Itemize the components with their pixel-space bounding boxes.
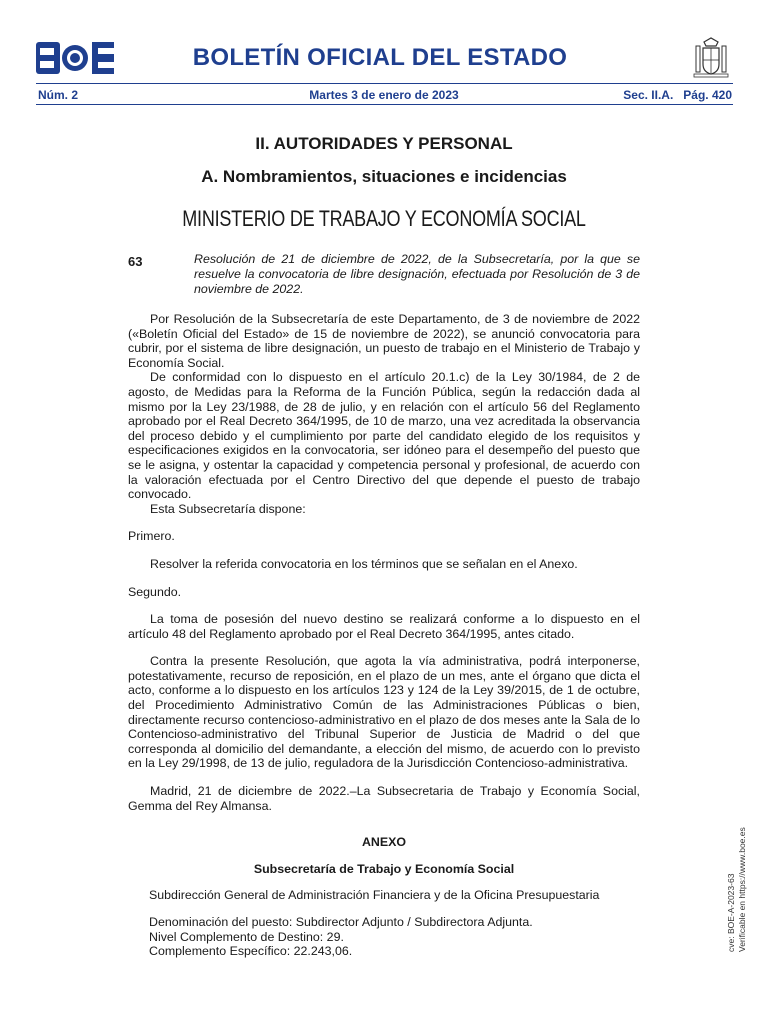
article-primero: Primero. [128, 529, 175, 544]
paragraph-4: Resolver la referida convocatoria en los términos que se señalan en el Anexo. [150, 556, 578, 571]
header-rule-bottom [36, 104, 733, 105]
side-verification [726, 742, 748, 952]
annex-post: Denominación del puesto: Subdirector Adjunto / Subdirectora Adjunta. [149, 915, 533, 929]
disposition-summary: Resolución de 21 de diciembre de 2022, de la Subsecretaría, por la que se resuelve la convocatoria de libre designación, efectuada por Resolución de 3 de noviembre de 2022. [194, 252, 640, 296]
section-heading: II. AUTORIDADES Y PERSONAL [255, 134, 513, 153]
issue-number: Núm. 2 [38, 88, 79, 102]
signature-paragraph: Madrid, 21 de diciembre de 2022.–La Subsecretaria de Trabajo y Economía Social, Gemma del Rey Almansa. [128, 784, 640, 813]
section-page: Sec. II.A. Pág. 420 [623, 88, 732, 102]
gazette-title: BOLETÍN OFICIAL DEL ESTADO [192, 44, 568, 71]
paragraph-6: Contra la presente Resolución, que agota la vía administrativa, podrá interponerse, potestativamente, recurso de reposición, en el plazo de un mes, ante el órgano que dicta el acto, conforme a lo dispuesto en los artículos 123 y 124 de la Ley 39/2015, de 1 de octubre, del Procedimiento Administrativo Común de las Administraciones Públicas o bien, directamente recurso contencioso-administrativo en el plazo de dos meses ante la Sala de lo Contencioso-administrativo del Tribunal Superior de Justicia de Madrid o del que corresponda al domicilio del demandante, a elección del mismo, de acuerdo con lo previsto en la Ley 29/1998, de 13 de julio, reguladora de la Jurisdicción Contencioso-administrativa. [128, 654, 640, 771]
paragraph-3: Esta Subsecretaría dispone: [150, 501, 306, 516]
paragraph-5: La toma de posesión del nuevo destino se realizará conforme a lo dispuesto en el artículo 48 del Reglamento aprobado por el Real Decreto 364/1995, antes citado. [128, 612, 640, 641]
annex-unit: Subsecretaría de Trabajo y Economía Social [253, 861, 515, 876]
subsection-heading: A. Nombramientos, situaciones e incidencias [201, 167, 567, 186]
document-body [128, 312, 640, 959]
issue-date: Martes 3 de enero de 2023 [309, 88, 459, 102]
annex-title: ANEXO [361, 835, 407, 850]
verify-link[interactable]: Verificable en https://www.boe.es [737, 827, 747, 952]
boe-logo [36, 42, 114, 74]
ministry-heading: MINISTERIO DE TRABAJO Y ECONOMÍA SOCIAL [182, 206, 586, 231]
header-rule-top [36, 83, 733, 84]
paragraph-2: De conformidad con lo dispuesto en el artículo 20.1.c) de la Ley 30/1984, de 2 de agosto, de Medidas para la Reforma de la Función Pública, según la redacción dada al mismo por la Ley 23/1988, de 28 de julio, y en relación con el artículo 56 del Reglamento aprobado por el Real Decreto 364/1995, de 10 de marzo, una vez acreditada la observancia del proceso debido y el cumplimiento por parte del candidato elegido de los requisitos y especificaciones exigidos en la convocatoria, ser idóneo para el desempeño del puesto que se le asigna, y ostentar la capacidad y competencia personal y profesional, de acuerdo con la valoración efectuada por el Centro Directivo del que depende el puesto de trabajo convocado. [128, 370, 640, 502]
annex-level: Nivel Complemento de Destino: 29. [149, 929, 344, 944]
article-segundo: Segundo. [128, 584, 182, 599]
cve-code: cve: BOE-A-2023-63 [726, 873, 736, 952]
paragraph-1: Por Resolución de la Subsecretaría de este Departamento, de 3 de noviembre de 2022 («Boletín Oficial del Estado» de 15 de noviembre de 2022), se anunció convocatoria para cubrir, por el sistema de libre designación, un puesto de trabajo en el Ministerio de Trabajo y Economía Social. [128, 312, 640, 370]
annex-specific: Complemento Específico: 22.243,06. [149, 944, 353, 959]
disposition-number: 63 [128, 254, 143, 269]
coat-of-arms-icon [690, 36, 732, 80]
annex-subdirectorate: Subdirección General de Administración Financiera y de la Oficina Presupuestaria [149, 888, 600, 903]
